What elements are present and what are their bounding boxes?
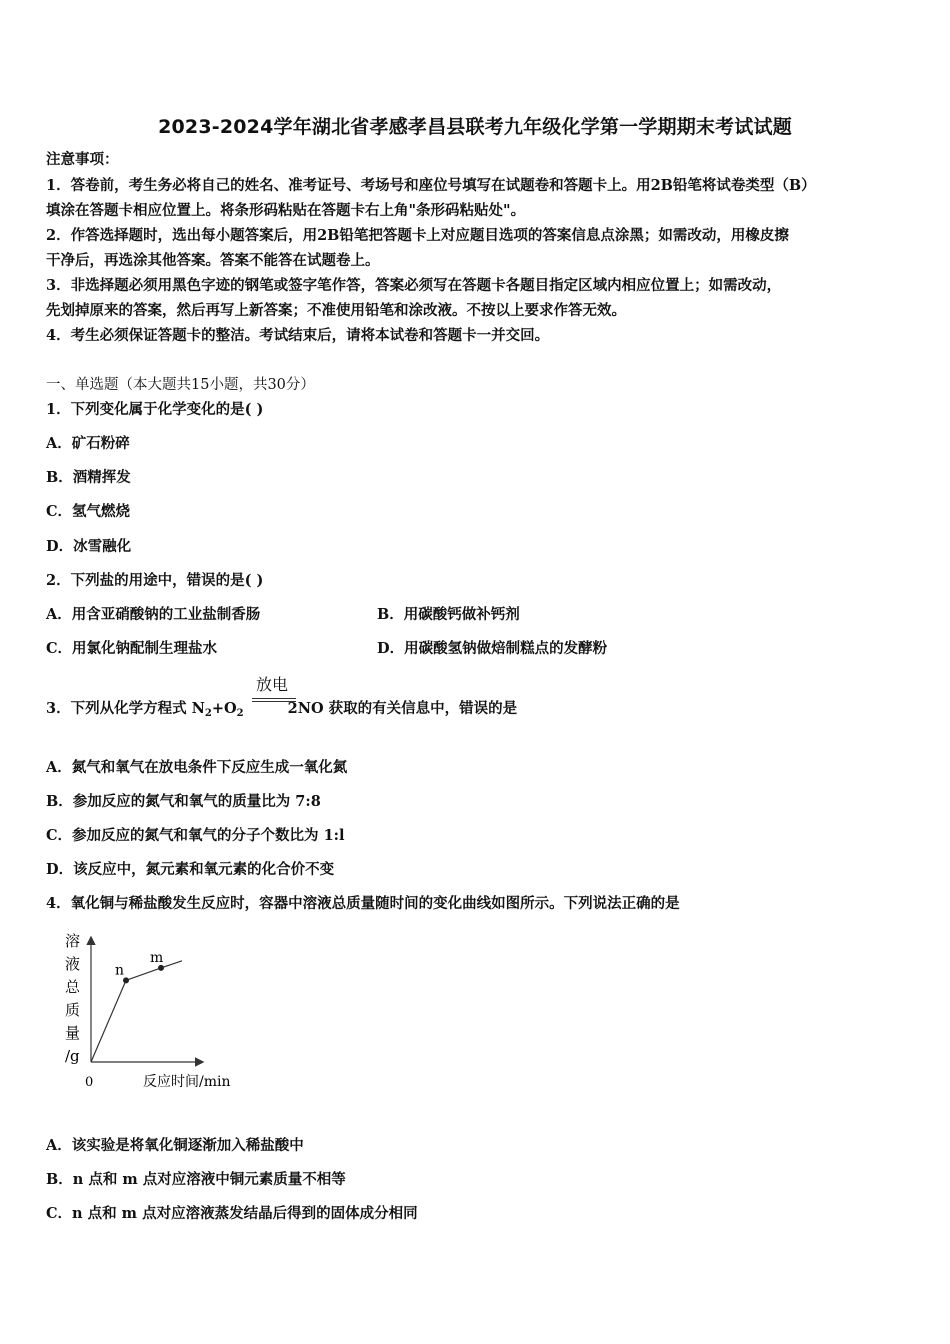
q3-option-c[interactable]: C．参加反应的氮气和氧气的分子个数比为 1:l [46,827,345,844]
reaction-condition: 放电 [256,675,289,694]
q3-option-b[interactable]: B．参加反应的氮气和氧气的质量比为 7:8 [46,793,321,810]
question-1-stem: 1．下列变化属于化学变化的是( ) [46,401,264,418]
subscript: 2 [236,708,244,719]
notice-line: 干净后，再选涂其他答案。答案不能答在试题卷上。 [46,252,380,269]
q1-option-c[interactable]: C．氢气燃烧 [46,503,131,520]
curve-segment [161,961,182,968]
y-axis-label-char: 液 [65,955,81,973]
point-label-m: m [150,949,164,966]
curve-segment [91,980,126,1062]
y-axis-label-char: /g [65,1047,80,1065]
y-axis-label-char: 量 [65,1024,81,1042]
page-title: 2023-2024学年湖北省孝感孝昌县联考九年级化学第一学期期末考试试题 [158,116,792,138]
equation-prefix: 3．下列从化学方程式 N [46,700,205,717]
y-axis-label-char: 溶 [65,932,81,950]
y-axis-label-char: 质 [65,1001,81,1019]
q1-option-d[interactable]: D．冰雪融化 [46,538,132,555]
equation-plus: +O [211,700,237,717]
notice-heading: 注意事项： [46,151,119,168]
notice-line: 填涂在答题卡相应位置上。将条形码粘贴在答题卡右上角"条形码粘贴处"。 [46,202,526,219]
q3-option-d[interactable]: D．该反应中，氮元素和氧元素的化合价不变 [46,861,335,878]
q2-option-b[interactable]: B．用碳酸钙做补钙剂 [377,606,520,623]
mass-time-chart [55,928,265,1093]
notice-line: 4．考生必须保证答题卡的整洁。考试结束后，请将本试卷和答题卡一并交回。 [46,327,550,344]
q1-option-a[interactable]: A．矿石粉碎 [46,435,130,452]
q4-option-a[interactable]: A．该实验是将氧化铜逐渐加入稀盐酸中 [46,1137,304,1154]
q2-option-a[interactable]: A．用含亚硝酸钠的工业盐制香肠 [46,606,261,623]
equation-suffix: 2NO 获取的有关信息中，错误的是 [287,700,518,717]
origin-label: 0 [85,1075,94,1090]
notice-line: 1．答卷前，考生务必将自己的姓名、准考证号、考场号和座位号填写在试题卷和答题卡上。用2B铅笔将试卷类型（B） [46,177,816,194]
notice-line: 先划掉原来的答案，然后再写上新答案；不准使用铅笔和涂改液。不按以上要求作答无效。 [46,302,626,319]
q4-option-b[interactable]: B．n 点和 m 点对应溶液中铜元素质量不相等 [46,1171,346,1188]
question-3-stem [46,672,746,732]
curve-segment [126,968,161,980]
section-heading: 一、单选题（本大题共15小题，共30分） [46,377,315,393]
q3-option-a[interactable]: A．氮气和氧气在放电条件下反应生成一氧化氮 [46,759,348,776]
y-axis-label-char: 总 [65,978,81,996]
subscript: 2 [204,708,212,719]
point-label-n: n [115,962,125,979]
notice-line: 2．作答选择题时，选出每小题答案后，用2B铅笔把答题卡上对应题目选项的答案信息点涂黑；如需改动，用橡皮擦 [46,227,789,244]
notice-line: 3．非选择题必须用黑色字迹的钢笔或签字笔作答，答案必须写在答题卡各题目指定区域内相应位置上；如需改动， [46,277,782,294]
q2-option-d[interactable]: D．用碳酸氢钠做焙制糕点的发酵粉 [377,640,608,657]
question-2-stem: 2．下列盐的用途中，错误的是( ) [46,572,264,589]
q1-option-b[interactable]: B．酒精挥发 [46,469,131,486]
question-4-stem: 4．氧化铜与稀盐酸发生反应时，容器中溶液总质量随时间的变化曲线如图所示。下列说法正确的是 [46,895,680,912]
q2-option-c[interactable]: C．用氯化钠配制生理盐水 [46,640,218,657]
q4-option-c[interactable]: C．n 点和 m 点对应溶液蒸发结晶后得到的固体成分相同 [46,1205,418,1222]
x-axis-label: 反应时间/min [143,1074,231,1090]
